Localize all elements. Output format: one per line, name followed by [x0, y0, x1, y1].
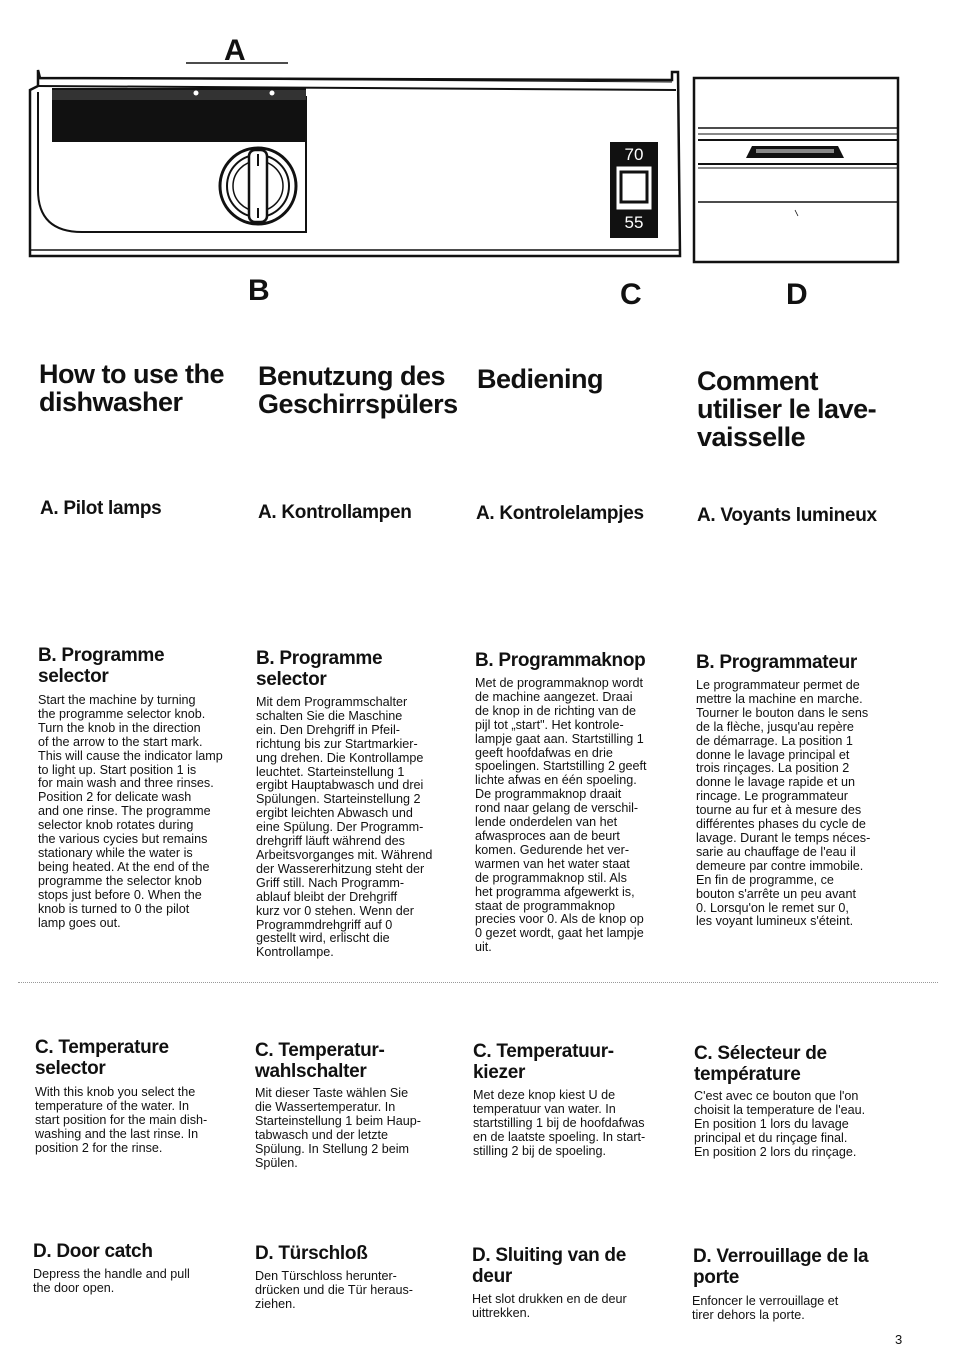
figure-label-c: C: [620, 278, 642, 311]
section-b-heading: B. Programmateur: [696, 652, 857, 673]
section-c-text: With this knob you select the temperature of the water. In start position for the main dish- washing and the last rinse. In position 2 for the rinse.: [35, 1085, 208, 1155]
figure-label-a: A: [224, 34, 246, 67]
section-d-heading: D. Door catch: [33, 1241, 153, 1262]
page-title: How to use the dishwasher: [39, 359, 225, 417]
section-c-heading: C. Temperatur- wahlschalter: [255, 1040, 385, 1082]
section-d-heading: D. Verrouillage de la porte: [693, 1246, 869, 1288]
section-b-heading: B. Programmaknop: [475, 650, 646, 671]
section-d-text: Den Türschloss herunter- drücken und die Tür heraus- ziehen.: [255, 1269, 413, 1311]
dishwasher-illustration: [0, 0, 954, 320]
section-c-heading: C. Temperature selector: [35, 1037, 169, 1079]
section-d-heading: D. Türschloß: [255, 1243, 368, 1264]
figure-label-b: B: [248, 274, 270, 307]
section-c-text: Met deze knop kiest U de temperatuur van water. In startstilling 1 bij de hoofdafwas en de laatste spoeling. In start- stilling 2 bij de spoeling.: [473, 1088, 646, 1158]
section-c-heading: C. Sélecteur de température: [694, 1043, 827, 1085]
page-title: Comment utiliser le lave- vaisselle: [697, 366, 877, 452]
section-c-heading: C. Temperatuur- kiezer: [473, 1041, 614, 1083]
temperature-switch-top-label: 70: [624, 145, 644, 164]
section-a-heading: A. Voyants lumineux: [697, 505, 877, 526]
section-c-text: Mit dieser Taste wählen Sie die Wassertemperatur. In Starteinstellung 1 beim Haup- tabwasch und der letzte Spülung. In Stellung 2 beim Spülen.: [255, 1086, 421, 1170]
section-c-text: C'est avec ce bouton que l'on choisit la temperature de l'eau. En position 1 lors du lavage principal et du rinçage final. En position 2 lors du rinçage.: [694, 1089, 866, 1159]
page-title: Benutzung des Geschirrspülers: [258, 361, 458, 419]
programme-knob-icon: [220, 148, 296, 224]
section-divider: [18, 982, 938, 983]
section-b-text: Le programmateur permet de mettre la machine en marche. Tourner le bouton dans le sens de la flèche, jusqu'au repère de démarrage. La position 1 donne le lavage principal et trois rinçages. La position 2 donne le lavage rapide et un rincage. Le programmateur tourne au fur et à mesure des différentes phases du cycle de lavage. Durant le temps néces- sarie au chauffage de l'eau il demeure par contre immobile. En fin de programme, ce bouton s'arrête un peu avant 0. Lorsqu'on le remet sur 0, les voyant lumineux s'éteint.: [696, 678, 871, 929]
section-d-text: Enfoncer le verrouillage et tirer dehors la porte.: [692, 1294, 839, 1322]
section-b-heading: B. Programme selector: [256, 648, 383, 690]
door-catch-drawing: [694, 78, 898, 262]
section-d-text: Depress the handle and pull the door open.: [33, 1267, 190, 1295]
section-b-text: Mit dem Programmschalter schalten Sie die Maschine ein. Den Drehgriff in Pfeil- richtung bis zur Startmarkier- ung drehen. Die Kontrollampe leuchtet. Starteinstellung 1 ergibt Hauptabwasch und drei Spülungen. Starteinstellung 2 ergibt leichten Abwasch und eine Spülung. Der Programm- drehgriff läuft während des Arbeitsvorganges mit. Während der Wassererhitzung steht der Griff still. Nach Programm- ablauf bleibt der Drehgriff kurz vor 0 stehen. Wenn der Programmdrehgriff auf 0 gestellt wird, erlischt die Kontrollampe.: [256, 695, 433, 960]
section-d-text: Het slot drukken en de deur uittrekken.: [472, 1292, 627, 1320]
section-d-heading: D. Sluiting van de deur: [472, 1245, 627, 1287]
page-title: Bediening: [477, 364, 604, 394]
section-b-heading: B. Programme selector: [38, 645, 165, 687]
section-a-heading: A. Pilot lamps: [40, 498, 162, 519]
temperature-switch-bottom-label: 55: [624, 213, 644, 232]
section-b-text: Start the machine by turning the programme selector knob. Turn the knob in the direction of the arrow to the start mark. This will cause the indicator lamp to light up. Start position 1 is for main wash and three rinses. Position 2 for delicate wash and one rinse. The programme selector knob rotates during the various cycies but remains stationary while the water is being heated. At the end of the programme the selector knob stops just before 0. When the knob is turned to 0 the pilot lamp goes out.: [38, 693, 223, 930]
section-a-heading: A. Kontrollampen: [258, 502, 412, 523]
section-a-heading: A. Kontrolelampjes: [476, 503, 644, 524]
page-number: 3: [895, 1332, 903, 1347]
figure-label-d: D: [786, 278, 808, 311]
control-panel-drawing: [0, 0, 954, 320]
section-b-text: Met de programmaknop wordt de machine aangezet. Draai de knop in de richting van de pijl tot „start". Het kontrole- lampje gaat aan. Startstilling 1 geeft hoofdafwas en drie spoelingen. Startstilling 2 geeft lichte afwas en één spoeling. De programmaknop draait rond naar gelang de verschil- lende onderdelen van het afwasproces aan de beurt komen. Gedurende het ver- warmen van het water staat de programmaknop stil. Als het programma afgewerkt is, staat de programmaknop precies voor 0. Als de knop op 0 gezet wordt, gaat het lampje uit.: [475, 676, 647, 955]
